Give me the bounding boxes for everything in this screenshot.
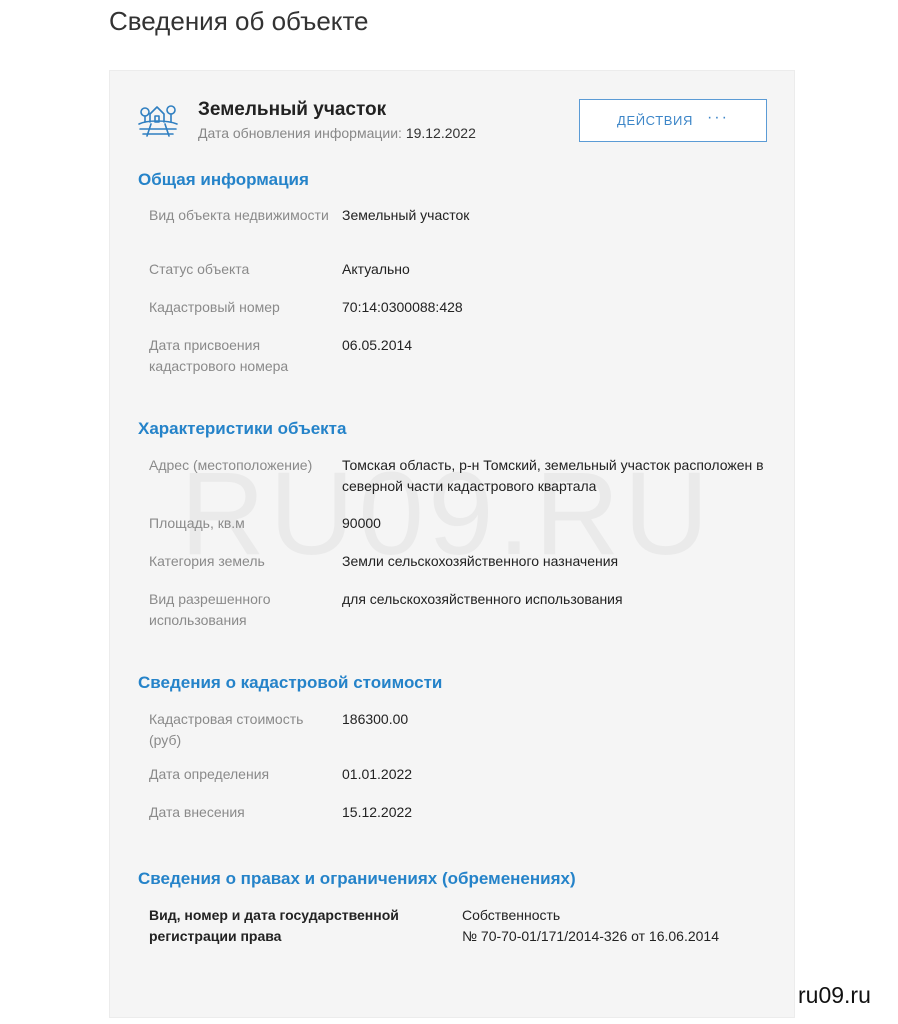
row-value-entry-date: 15.12.2022	[342, 804, 413, 820]
row-value-permitted-use: для сельскохозяйственного использования	[342, 591, 623, 607]
rights-label: Вид, номер и дата государственной регистрации права	[149, 907, 399, 944]
row-value-cadastral-number: 70:14:0300088:428	[342, 299, 463, 315]
more-dots-icon: ···	[706, 108, 729, 126]
row-label-object-type: Вид объекта недвижимости	[149, 207, 329, 223]
actions-button[interactable]	[579, 99, 767, 142]
object-card	[109, 70, 795, 1018]
update-date-value: 19.12.2022	[405, 125, 476, 141]
section-title-rights: Сведения о правах и ограничениях (обременениях)	[138, 869, 576, 888]
row-value-assignment-date: 06.05.2014	[342, 337, 413, 353]
row-label-cadastral-value: Кадастровая стоимость (руб)	[149, 711, 304, 748]
section-title-general: Общая информация	[138, 170, 309, 189]
row-label-area: Площадь, кв.м	[149, 515, 245, 531]
row-value-determination-date: 01.01.2022	[342, 766, 413, 782]
row-value-land-category: Земли сельскохозяйственного назначения	[342, 553, 619, 569]
page-title: Сведения об объекте	[109, 6, 369, 36]
row-label-address: Адрес (местоположение)	[149, 457, 313, 473]
land-plot-icon	[137, 103, 179, 139]
section-title-cadastral-value: Сведения о кадастровой стоимости	[138, 673, 443, 692]
rights-type: Собственность	[462, 907, 561, 923]
rights-registration-number: № 70-70-01/171/2014-326 от 16.06.2014	[462, 928, 719, 944]
object-type-title: Земельный участок	[198, 99, 387, 120]
row-value-area: 90000	[342, 515, 381, 531]
row-value-object-type: Земельный участок	[342, 207, 470, 223]
row-label-assignment-date: Дата присвоения кадастрового номера	[149, 337, 289, 374]
row-label-permitted-use: Вид разрешенного использования	[149, 591, 271, 628]
row-value-status: Актуально	[342, 261, 410, 277]
update-date-line	[198, 125, 476, 141]
update-date-label: Дата обновления информации:	[198, 125, 402, 141]
rights-value	[462, 905, 782, 947]
row-value-cadastral-value: 186300.00	[342, 711, 409, 727]
row-label-land-category: Категория земель	[149, 553, 265, 569]
actions-button-label: ДЕЙСТВИЯ	[617, 113, 693, 128]
site-watermark-text: ru09.ru	[798, 982, 871, 1008]
row-label-determination-date: Дата определения	[149, 766, 270, 782]
section-title-characteristics: Характеристики объекта	[138, 419, 347, 438]
row-label-entry-date: Дата внесения	[149, 804, 245, 820]
row-label-status: Статус объекта	[149, 261, 250, 277]
row-value-address: Томская область, р-н Томский, земельный участок расположен в северной части кадастрового квартала	[342, 457, 764, 494]
row-label-cadastral-number: Кадастровый номер	[149, 299, 280, 315]
